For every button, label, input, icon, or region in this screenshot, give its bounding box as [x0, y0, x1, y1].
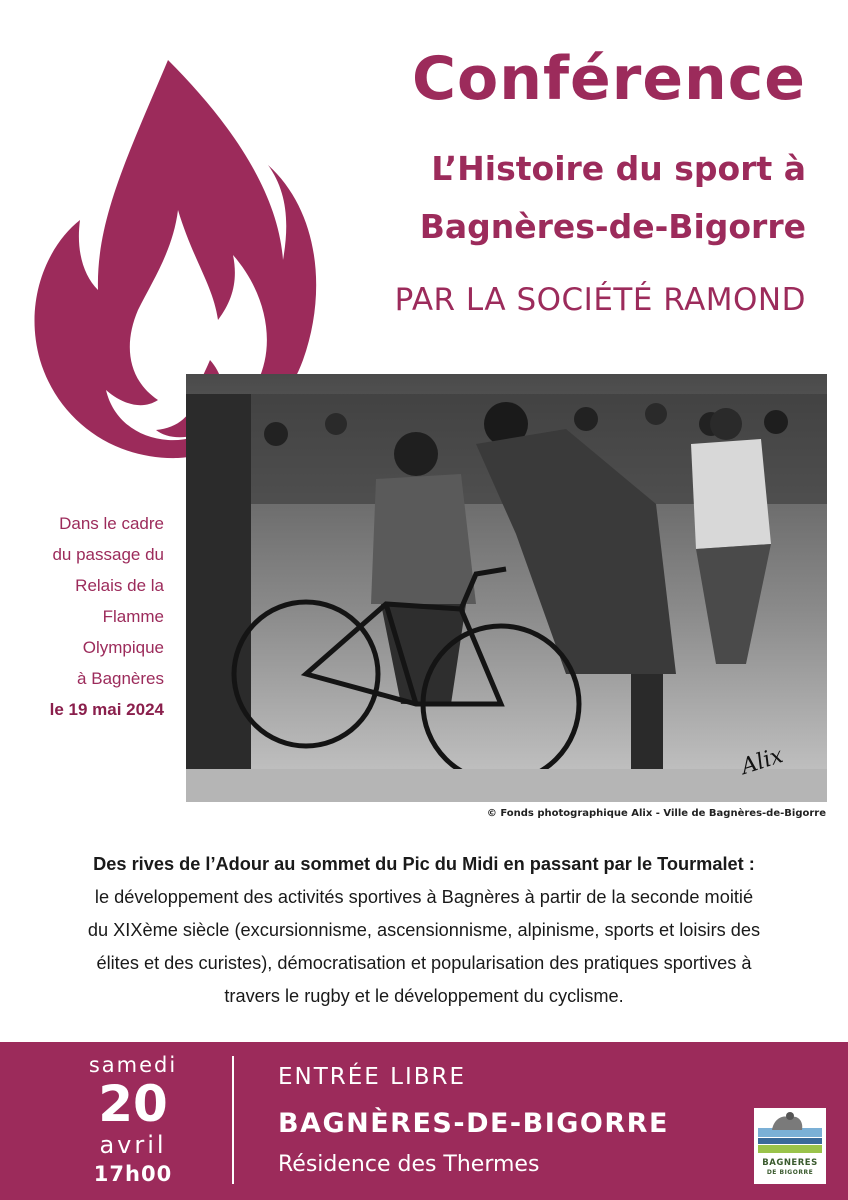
photographer-signature: Alix [737, 743, 786, 780]
logo-line-1: BAGNERES [762, 1158, 818, 1168]
city-logo-icon [754, 1108, 826, 1158]
context-line: Dans le cadre [59, 514, 164, 533]
flame-relay-context [18, 508, 164, 725]
event-date-number: 20 [98, 1075, 168, 1133]
logo-line-2: DE BIGORRE [766, 1169, 814, 1176]
conference-subtitle [420, 140, 806, 256]
city-logo [754, 1108, 826, 1184]
entry-info: ENTRÉE LIBRE [278, 1064, 467, 1090]
relay-date: le 19 mai 2024 [49, 700, 164, 719]
event-time: 17h00 [93, 1162, 173, 1186]
context-line: Relais de la [75, 576, 164, 595]
event-day: samedi [88, 1053, 178, 1077]
subtitle-line-1: L’Histoire du sport à [431, 149, 806, 188]
context-line: Flamme [102, 607, 164, 626]
conference-title: Conférence [411, 44, 806, 114]
context-line: à Bagnères [77, 669, 164, 688]
description-line: élites et des curistes), démocratisation et popularisation des pratiques sportives à [96, 953, 752, 973]
historic-cyclist-photo [186, 374, 827, 802]
context-line: du passage du [52, 545, 164, 564]
event-city: BAGNÈRES-DE-BIGORRE [278, 1108, 669, 1139]
photo-credit: © Fonds photographique Alix - Ville de Bagnères-de-Bigorre [486, 808, 826, 819]
event-footer [0, 1042, 848, 1200]
event-date [78, 1052, 188, 1188]
context-line: Olympique [82, 638, 164, 657]
byline: PAR LA SOCIÉTÉ RAMOND [394, 282, 806, 318]
description-line: travers le rugby et le développement du cyclisme. [224, 986, 624, 1006]
subtitle-line-2: Bagnères-de-Bigorre [419, 207, 806, 246]
description-line: le développement des activités sportives à Bagnères à partir de la seconde moitié [94, 887, 754, 907]
conference-description [20, 848, 828, 1013]
footer-divider [232, 1056, 234, 1184]
description-line: du XIXème siècle (excursionnisme, ascensionnisme, alpinisme, sports et loisirs des [87, 920, 761, 940]
description-lead: Des rives de l’Adour au sommet du Pic du Midi en passant par le Tourmalet : [93, 854, 755, 874]
event-month: avril [99, 1131, 167, 1159]
event-venue: Résidence des Thermes [278, 1152, 540, 1177]
